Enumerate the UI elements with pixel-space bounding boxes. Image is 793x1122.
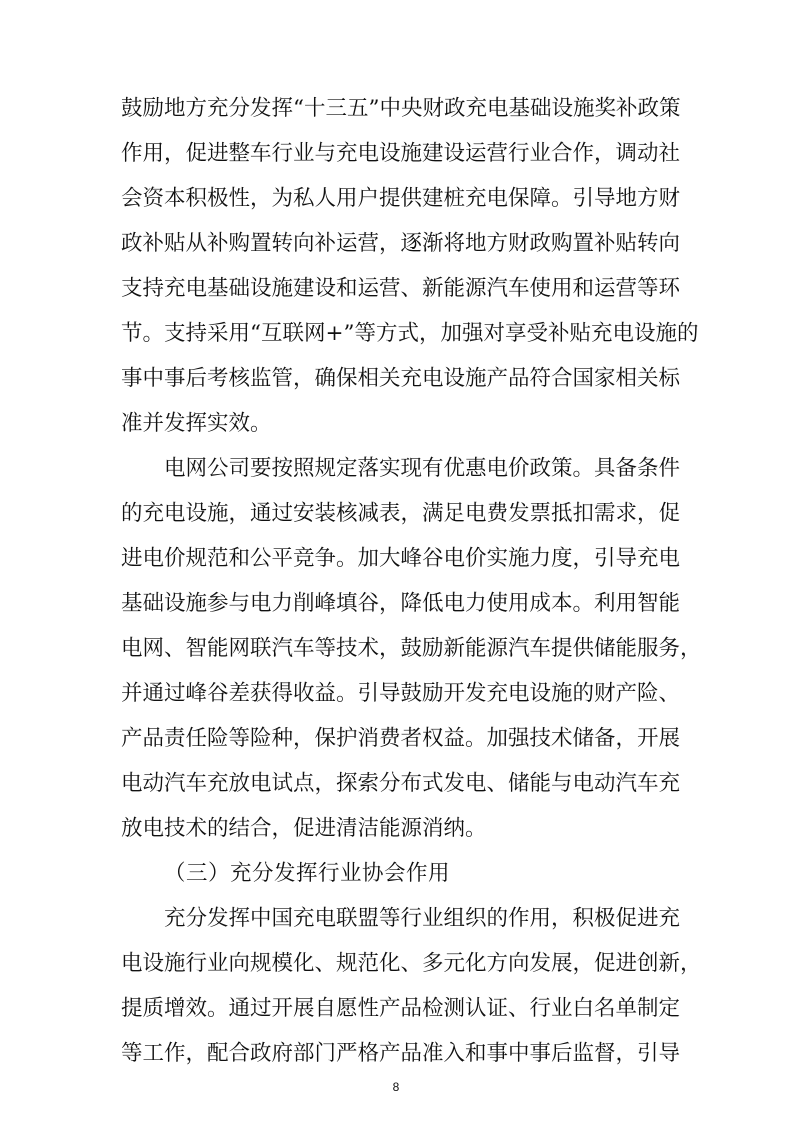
paragraph-2-line: 并通过峰谷差获得收益。引导鼓励开发充电设施的财产险、 <box>121 681 681 706</box>
paragraph-1-line: 会资本积极性，为私人用户提供建桩充电保障。引导地方财 <box>121 186 681 211</box>
paragraph-3-line: 提质增效。通过开展自愿性产品检测认证、行业白名单制定 <box>121 996 681 1021</box>
paragraph-2-line: 产品责任险等险种，保护消费者权益。加强技术储备，开展 <box>121 726 681 751</box>
paragraph-1-line: 政补贴从补购置转向补运营，逐渐将地方财政购置补贴转向 <box>121 231 681 256</box>
paragraph-1-line: 节。支持采用“互联网+”等方式，加强对享受补贴充电设施的 <box>121 321 699 346</box>
page-number: 8 <box>392 1080 400 1094</box>
paragraph-2-line: 进电价规范和公平竞争。加大峰谷电价实施力度，引导充电 <box>121 546 681 571</box>
paragraph-2-line: 基础设施参与电力削峰填谷，降低电力使用成本。利用智能 <box>121 591 681 616</box>
paragraph-1-line: 支持充电基础设施建设和运营、新能源汽车使用和运营等环 <box>121 276 681 301</box>
paragraph-3-line: 电设施行业向规模化、规范化、多元化方向发展，促进创新， <box>121 951 702 976</box>
paragraph-3-line: 充分发挥中国充电联盟等行业组织的作用，积极促进充 <box>164 906 681 931</box>
paragraph-2-line: 的充电设施，通过安装核减表，满足电费发票抵扣需求，促 <box>121 501 681 526</box>
paragraph-2-line: 电动汽车充放电试点，探索分布式发电、储能与电动汽车充 <box>121 771 681 796</box>
paragraph-2-line: 放电技术的结合，促进清洁能源消纳。 <box>121 816 487 841</box>
section-heading: （三）充分发挥行业协会作用 <box>164 861 451 886</box>
paragraph-1-line: 准并发挥实效。 <box>121 411 272 436</box>
paragraph-3-line: 等工作，配合政府部门严格产品准入和事中事后监督，引导 <box>121 1041 681 1066</box>
paragraph-1-line: 事中事后考核监管，确保相关充电设施产品符合国家相关标 <box>121 366 681 391</box>
paragraph-2-line: 电网公司要按照规定落实现有优惠电价政策。具备条件 <box>164 456 681 481</box>
paragraph-1-line: 作用，促进整车行业与充电设施建设运营行业合作，调动社 <box>121 141 681 166</box>
paragraph-2-line: 电网、智能网联汽车等技术，鼓励新能源汽车提供储能服务， <box>121 636 702 661</box>
paragraph-1-line: 鼓励地方充分发挥“十三五”中央财政充电基础设施奖补政策 <box>121 96 681 121</box>
